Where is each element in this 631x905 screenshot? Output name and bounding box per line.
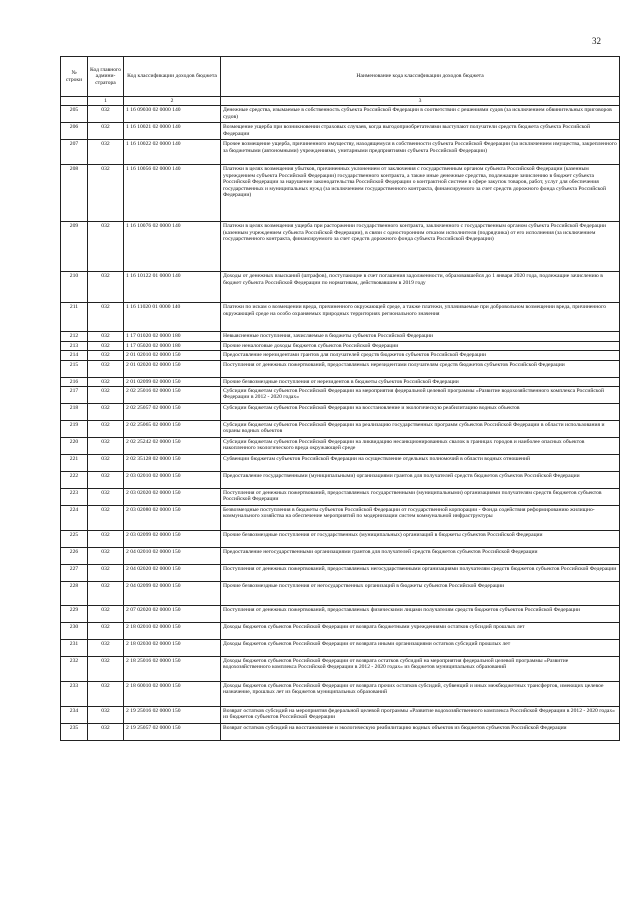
code-name-cell: Денежные средства, изымаемые в собственность субъекта Российской Федерации в соответствии с решениями судов (за исключением обвинительных приговоров судов) — [221, 106, 620, 123]
table-row — [61, 123, 620, 140]
classification-code-cell: 2 01 02010 02 0000 150 — [124, 351, 221, 360]
code-name-cell: Безвозмездные поступления в бюджеты субъектов Российской Федерации от государственной корпорации - Фонда содействия реформированию жилищно-коммунального хозяйства на обеспечение мероприятий по модернизации систем коммунальной инфраструктуры — [221, 506, 620, 531]
classification-code-cell: 1 16 09030 02 0000 140 — [124, 106, 221, 123]
admin-code-cell: 032 — [88, 123, 124, 140]
row-number-cell: 217 — [61, 387, 88, 404]
table-row — [61, 707, 620, 724]
classification-code-cell: 1 17 05020 02 0000 180 — [124, 341, 221, 350]
admin-code-cell: 032 — [88, 377, 124, 386]
table-row — [61, 623, 620, 640]
admin-code-cell: 032 — [88, 531, 124, 548]
header-row-number: № строки — [61, 57, 88, 97]
row-number-cell: 210 — [61, 272, 88, 303]
classification-code-cell: 2 18 60010 02 0000 150 — [124, 682, 221, 707]
row-number-cell: 233 — [61, 682, 88, 707]
table-row — [61, 404, 620, 421]
column-index-row — [61, 97, 620, 106]
revenue-classification-table — [60, 56, 620, 741]
code-name-cell: Платежи в целях возмещения убытков, причиненных уклонением от заключения с государственным органом субъекта Российской Федерации (казенным учреждением субъекта Российской Федерации) государственного контракта, а также иные денежные средства, подлежащие зачислению в бюджет субъекта Российской Федерации за нарушение законодательства Российской Федерации о контрактной системе в сфере закупок товаров, работ, услуг для обеспечения государственных и муниципальных нужд (за исключением государственного контракта, финансируемого за счет средств дорожного фонда субъекта Российской Федерации) — [221, 165, 620, 222]
table-row — [61, 165, 620, 222]
row-number-cell: 213 — [61, 341, 88, 350]
admin-code-cell: 032 — [88, 565, 124, 582]
admin-code-cell: 032 — [88, 724, 124, 741]
code-name-cell: Поступления от денежных пожертвований, предоставляемых негосударственными организациями получателям средств бюджетов субъектов Российской Федерации — [221, 565, 620, 582]
row-number-cell: 229 — [61, 606, 88, 623]
code-name-cell: Предоставление негосударственными организациями грантов для получателей средств бюджетов субъектов Российской Федерации — [221, 548, 620, 565]
code-name-cell: Предоставление нерезидентами грантов для получателей средств бюджетов субъектов Российской Федерации — [221, 351, 620, 360]
code-name-cell: Субсидии бюджетам субъектов Российской Федерации на реализацию государственных программ субъектов Российской Федерации в области использования и охраны водных объектов — [221, 421, 620, 438]
classification-code-cell: 1 16 10122 01 0000 140 — [124, 272, 221, 303]
header-code-name: Наименование кода классификации доходов бюджета — [221, 57, 620, 97]
row-number-cell: 219 — [61, 421, 88, 438]
classification-code-cell: 2 07 02020 02 0000 150 — [124, 606, 221, 623]
code-name-cell: Субвенции бюджетам субъектов Российской Федерации на осуществление отдельных полномочий в области водных отношений — [221, 455, 620, 472]
row-number-cell: 208 — [61, 165, 88, 222]
table-row — [61, 682, 620, 707]
classification-code-cell: 2 04 02099 02 0000 150 — [124, 582, 221, 606]
admin-code-cell: 032 — [88, 657, 124, 682]
classification-code-cell: 2 02 25242 02 0000 150 — [124, 438, 221, 455]
code-name-cell: Доходы бюджетов субъектов Российской Федерации от возврата бюджетными учреждениями остатков субсидий прошлых лет — [221, 623, 620, 640]
classification-code-cell: 2 02 25016 02 0000 150 — [124, 387, 221, 404]
row-number-cell: 223 — [61, 489, 88, 506]
table-row — [61, 657, 620, 682]
classification-code-cell: 1 16 10022 02 0000 140 — [124, 140, 221, 165]
table-row — [61, 341, 620, 350]
code-name-cell: Субсидии бюджетам субъектов Российской Федерации на ликвидацию несанкционированных свалок в границах городов и наиболее опасных объектов накопленного экологического вреда окружающей среде — [221, 438, 620, 455]
admin-code-cell: 032 — [88, 582, 124, 606]
table-row — [61, 272, 620, 303]
column-index-3: 3 — [221, 97, 620, 106]
classification-code-cell: 2 18 25016 02 0000 150 — [124, 657, 221, 682]
admin-code-cell: 032 — [88, 165, 124, 222]
page-number: 32 — [592, 36, 601, 46]
code-name-cell: Возврат остатков субсидий на мероприятия федеральной целевой программы «Развитие водохозяйственного комплекса Российской Федерации в 2012 - 2020 годах» из бюджетов субъектов Российской Федерации — [221, 707, 620, 724]
classification-code-cell: 2 04 02020 02 0000 150 — [124, 565, 221, 582]
admin-code-cell: 032 — [88, 548, 124, 565]
classification-code-cell: 2 01 02099 02 0000 150 — [124, 377, 221, 386]
table-row — [61, 506, 620, 531]
code-name-cell: Платежи по искам о возмещении вреда, причиненного окружающей среде, а также платежи, уплачиваемые при добровольном возмещении вреда, причиненного окружающей среде на особо охраняемых природных территориях регионального значения — [221, 303, 620, 332]
admin-code-cell: 032 — [88, 506, 124, 531]
table-row — [61, 351, 620, 360]
code-name-cell: Прочие безвозмездные поступления от государственных (муниципальных) организаций в бюджеты субъектов Российской Федерации — [221, 531, 620, 548]
admin-code-cell: 032 — [88, 472, 124, 489]
code-name-cell: Предоставление государственными (муниципальными) организациями грантов для получателей средств бюджетов субъектов Российской Федерации — [221, 472, 620, 489]
admin-code-cell: 032 — [88, 106, 124, 123]
admin-code-cell: 032 — [88, 489, 124, 506]
admin-code-cell: 032 — [88, 387, 124, 404]
row-number-cell: 206 — [61, 123, 88, 140]
code-name-cell: Доходы бюджетов субъектов Российской Федерации от возврата иными организациями остатков субсидий прошлых лет — [221, 640, 620, 657]
row-number-cell: 227 — [61, 565, 88, 582]
classification-code-cell: 2 02 25065 02 0000 150 — [124, 421, 221, 438]
admin-code-cell: 032 — [88, 682, 124, 707]
row-number-cell: 214 — [61, 351, 88, 360]
classification-code-cell: 1 17 01020 02 0000 180 — [124, 332, 221, 341]
classification-code-cell: 2 03 02080 02 0000 150 — [124, 506, 221, 531]
code-name-cell: Доходы от денежных взысканий (штрафов), поступающие в счет погашения задолженности, образовавшейся до 1 января 2020 года, подлежащие зачислению в бюджет субъекта Российской Федерации по нормативам, действовавшим в 2019 году — [221, 272, 620, 303]
table-row — [61, 222, 620, 272]
table-row — [61, 455, 620, 472]
admin-code-cell: 032 — [88, 421, 124, 438]
row-number-cell: 234 — [61, 707, 88, 724]
classification-code-cell: 1 16 11020 01 0000 140 — [124, 303, 221, 332]
classification-code-cell: 1 16 10056 02 0000 140 — [124, 165, 221, 222]
admin-code-cell: 032 — [88, 438, 124, 455]
admin-code-cell: 032 — [88, 404, 124, 421]
classification-code-cell: 1 16 10076 02 0000 140 — [124, 222, 221, 272]
classification-code-cell: 2 01 02020 02 0000 150 — [124, 360, 221, 377]
admin-code-cell: 032 — [88, 140, 124, 165]
table-row — [61, 606, 620, 623]
admin-code-cell: 032 — [88, 332, 124, 341]
code-name-cell: Поступления от денежных пожертвований, предоставляемых физическими лицами получателям средств бюджетов субъектов Российской Федерации — [221, 606, 620, 623]
admin-code-cell: 032 — [88, 341, 124, 350]
code-name-cell: Прочие неналоговые доходы бюджетов субъектов Российской Федерации — [221, 341, 620, 350]
admin-code-cell: 032 — [88, 351, 124, 360]
classification-code-cell: 2 18 02010 02 0000 150 — [124, 623, 221, 640]
table-row — [61, 548, 620, 565]
header-classification-code: Код классификации доходов бюджета — [124, 57, 221, 97]
classification-code-cell: 2 03 02010 02 0000 150 — [124, 472, 221, 489]
code-name-cell: Поступления от денежных пожертвований, предоставляемых нерезидентами получателям средств бюджетов субъектов Российской Федерации — [221, 360, 620, 377]
code-name-cell: Прочие безвозмездные поступления от нерезидентов в бюджеты субъектов Российской Федерации — [221, 377, 620, 386]
column-index-empty — [61, 97, 88, 106]
table-row — [61, 582, 620, 606]
row-number-cell: 225 — [61, 531, 88, 548]
classification-code-cell: 2 02 35128 02 0000 150 — [124, 455, 221, 472]
code-name-cell: Субсидии бюджетам субъектов Российской Федерации на мероприятия федеральной целевой программы «Развитие водохозяйственного комплекса Российской Федерации в 2012 - 2020 годах» — [221, 387, 620, 404]
table-row — [61, 377, 620, 386]
classification-code-cell: 2 02 25057 02 0000 150 — [124, 404, 221, 421]
classification-code-cell: 2 03 02099 02 0000 150 — [124, 531, 221, 548]
row-number-cell: 216 — [61, 377, 88, 386]
row-number-cell: 205 — [61, 106, 88, 123]
admin-code-cell: 032 — [88, 303, 124, 332]
code-name-cell: Возврат остатков субсидий на восстановление и экологическую реабилитацию водных объектов из бюджетов субъектов Российской Федерации — [221, 724, 620, 741]
code-name-cell: Субсидии бюджетам субъектов Российской Федерации на восстановление и экологическую реабилитацию водных объектов — [221, 404, 620, 421]
row-number-cell: 224 — [61, 506, 88, 531]
table-row — [61, 360, 620, 377]
admin-code-cell: 032 — [88, 640, 124, 657]
code-name-cell: Платежи в целях возмещения ущерба при расторжении государственного контракта, заключенного с государственным органом субъекта Российской Федерации (казенным учреждением субъекта Российской Федерации), в связи с односторонним отказом исполнителя (подрядчика) от его исполнения (за исключением государственного контракта, финансируемого за счет средств дорожного фонда субъекта Российской Федерации) — [221, 222, 620, 272]
row-number-cell: 209 — [61, 222, 88, 272]
admin-code-cell: 032 — [88, 707, 124, 724]
admin-code-cell: 032 — [88, 360, 124, 377]
row-number-cell: 232 — [61, 657, 88, 682]
row-number-cell: 230 — [61, 623, 88, 640]
row-number-cell: 235 — [61, 724, 88, 741]
classification-code-cell: 2 19 25016 02 0000 150 — [124, 707, 221, 724]
classification-code-cell: 2 04 02010 02 0000 150 — [124, 548, 221, 565]
table-row — [61, 387, 620, 404]
table-row — [61, 421, 620, 438]
classification-code-cell: 1 16 10021 02 0000 140 — [124, 123, 221, 140]
table-header-row — [61, 57, 620, 97]
table-row — [61, 438, 620, 455]
row-number-cell: 222 — [61, 472, 88, 489]
admin-code-cell: 032 — [88, 272, 124, 303]
classification-code-cell: 2 19 25057 02 0000 150 — [124, 724, 221, 741]
code-name-cell: Поступления от денежных пожертвований, предоставляемых государственными (муниципальными) организациями получателям средств бюджетов субъектов Российской Федерации — [221, 489, 620, 506]
admin-code-cell: 032 — [88, 222, 124, 272]
row-number-cell: 218 — [61, 404, 88, 421]
admin-code-cell: 032 — [88, 606, 124, 623]
admin-code-cell: 032 — [88, 455, 124, 472]
table-row — [61, 489, 620, 506]
code-name-cell: Прочие безвозмездные поступления от негосударственных организаций в бюджеты субъектов Российской Федерации — [221, 582, 620, 606]
table-row — [61, 332, 620, 341]
table-row — [61, 303, 620, 332]
table-row — [61, 106, 620, 123]
code-name-cell: Возмещение ущерба при возникновении страховых случаев, когда выгодоприобретателями выступают получатели средств бюджета субъекта Российской Федерации — [221, 123, 620, 140]
table-row — [61, 140, 620, 165]
row-number-cell: 211 — [61, 303, 88, 332]
table-row — [61, 472, 620, 489]
table-row — [61, 531, 620, 548]
row-number-cell: 228 — [61, 582, 88, 606]
table-row — [61, 565, 620, 582]
code-name-cell: Невыясненные поступления, зачисляемые в бюджеты субъектов Российской Федерации — [221, 332, 620, 341]
code-name-cell: Доходы бюджетов субъектов Российской Федерации от возврата остатков субсидий на мероприятия федеральной целевой программы «Развитие водохозяйственного комплекса Российской Федерации в 2012 - 2020 годах» из бюджетов муниципальных образований — [221, 657, 620, 682]
column-index-1: 1 — [88, 97, 124, 106]
header-admin-code: Код главного админи-стратора — [88, 57, 124, 97]
row-number-cell: 231 — [61, 640, 88, 657]
row-number-cell: 220 — [61, 438, 88, 455]
table-row — [61, 640, 620, 657]
row-number-cell: 226 — [61, 548, 88, 565]
table-row — [61, 724, 620, 741]
classification-code-cell: 2 18 02030 02 0000 150 — [124, 640, 221, 657]
table-body — [61, 106, 620, 741]
classification-code-cell: 2 03 02020 02 0000 150 — [124, 489, 221, 506]
code-name-cell: Доходы бюджетов субъектов Российской Федерации от возврата прочих остатков субсидий, субвенций и иных межбюджетных трансфертов, имеющих целевое назначение, прошлых лет из бюджетов муниципальных образований — [221, 682, 620, 707]
column-index-2: 2 — [124, 97, 221, 106]
row-number-cell: 221 — [61, 455, 88, 472]
code-name-cell: Прочее возмещение ущерба, причиненного имуществу, находящемуся в собственности субъекта Российской Федерации (за исключением имущества, закрепленного за бюджетными (автономными) учреждениями, унитарными предприятиями субъекта Российской Федерации) — [221, 140, 620, 165]
row-number-cell: 215 — [61, 360, 88, 377]
row-number-cell: 207 — [61, 140, 88, 165]
row-number-cell: 212 — [61, 332, 88, 341]
admin-code-cell: 032 — [88, 623, 124, 640]
